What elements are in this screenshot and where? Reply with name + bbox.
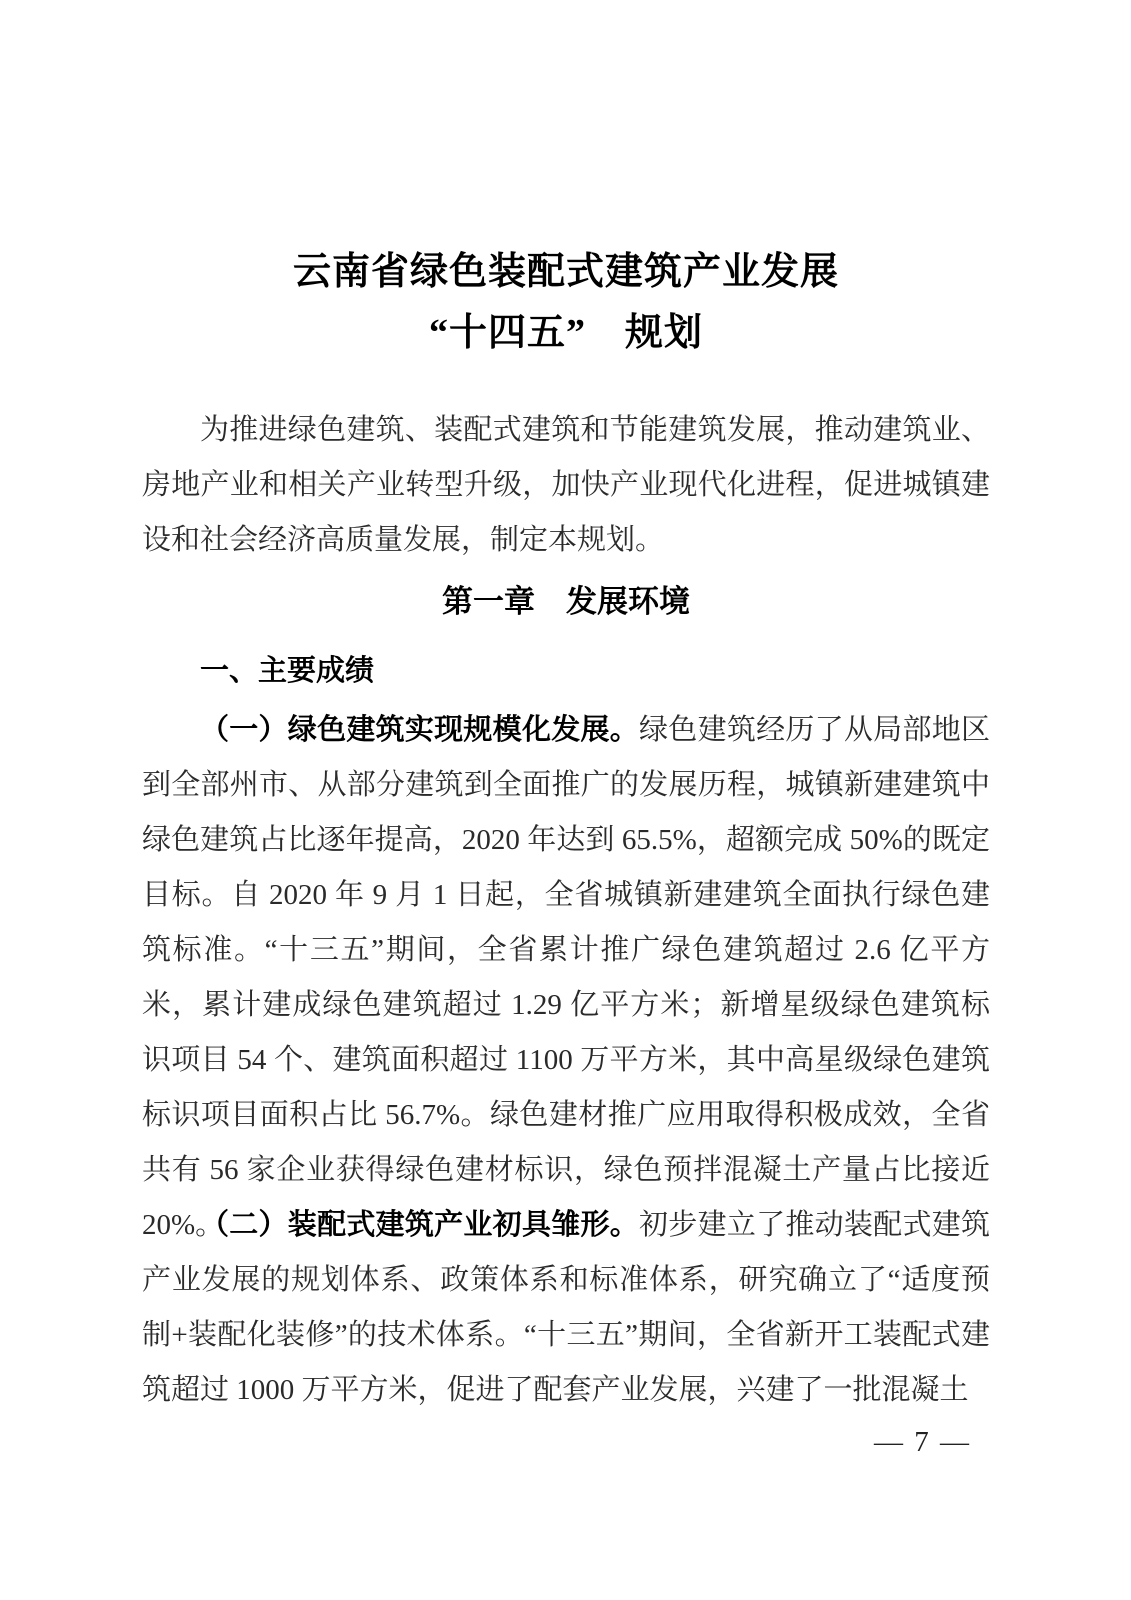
document-title-line-1: 云南省绿色装配式建筑产业发展 — [292, 251, 839, 293]
paragraph-1-lead: （一）绿色建筑实现规模化发展。 — [200, 714, 640, 746]
paragraph-2-body: 初步建立了推动装配式建筑产业发展的规划体系、政策体系和标准体系，研究确立了“适度预制+装配化装修”的技术体系。“十三五”期间，全省新开工装配式建筑超过 1000 万平方米，促进了配套产业发展，兴建了一批混凝土 — [142, 1209, 990, 1406]
page-number: — 7 — — [874, 1426, 971, 1458]
paragraph-1-body: 绿色建筑经历了从局部地区到全部州市、从部分建筑到全面推广的发展历程，城镇新建建筑中绿色建筑占比逐年提高，2020 年达到 65.5%，超额完成 50%的既定目标。自 2020 年 9 月 1 日起，全省城镇新建建筑全面执行绿色建筑标准。“十三五”期间，全省累计推广绿色建筑超过 2.6 亿平方米，累计建成绿色建筑超过 1.29 亿平方米；新增星级绿色建筑标识项目 54 个、建筑面积超过 1100 万平方米，其中高星级绿色建筑标识项目面积占比 56.7%。绿色建材推广应用取得积极成效，全省共有 56 家企业获得绿色建材标识，绿色预拌混凝土产量占比接近 20%。 — [142, 714, 990, 1241]
paragraph-1 — [142, 703, 990, 1253]
chapter-heading: 第一章 发展环境 — [442, 584, 690, 619]
document-title — [142, 242, 990, 364]
document-title-line-2: “十四五” 规划 — [428, 312, 703, 354]
paragraph-2-lead: （二）装配式建筑产业初具雏形。 — [200, 1209, 640, 1241]
paragraph-2 — [142, 1198, 990, 1418]
intro-paragraph: 为推进绿色建筑、装配式建筑和节能建筑发展，推动建筑业、房地产业和相关产业转型升级，加快产业现代化进程，促进城镇建设和社会经济高质量发展，制定本规划。 — [142, 414, 990, 556]
section-heading: 一、主要成绩 — [200, 655, 375, 687]
